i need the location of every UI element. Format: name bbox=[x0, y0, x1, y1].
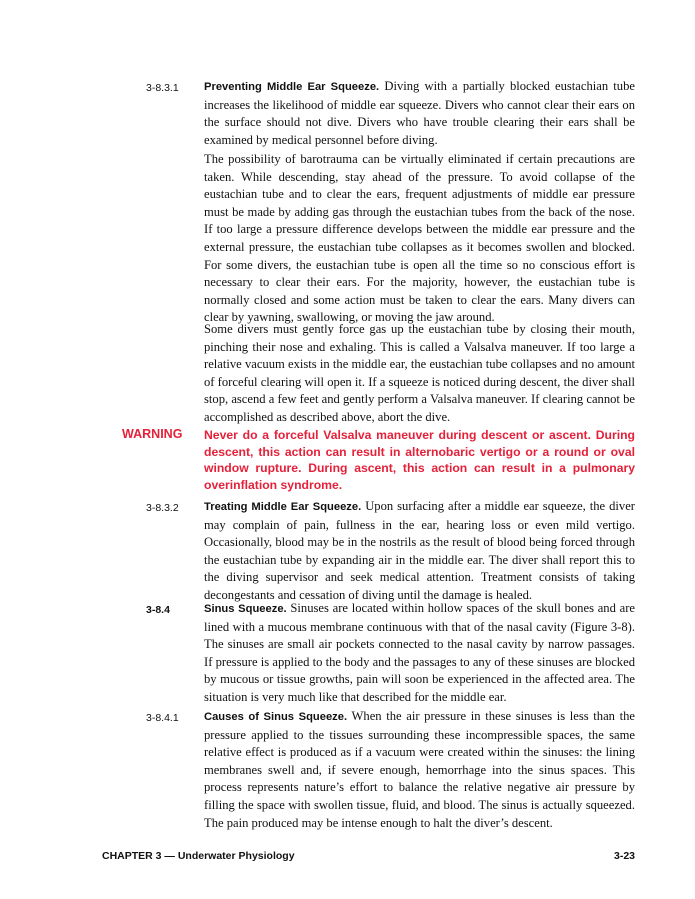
paragraph-text: Upon surfacing after a middle ear squeeze, the diver may complain of pain, fullness in the ear, hearing loss or even mild vertigo. Occasionally, blood may be in the nostrils as the result of blood being forced through the eustachian tube by expanding air in the middle ear. The diver shall report this to the diving supervisor and seek medical attention. Treatment consists of taking decongestants and cessation of diving until the damage is healed. bbox=[204, 499, 635, 602]
paragraph bbox=[204, 78, 635, 149]
section-number: 3-8.4.1 bbox=[146, 712, 179, 724]
warning-text: Never do a forceful Valsalva maneuver during descent or ascent. During descent, this action can result in alternobaric vertigo or a round or oval window rupture. During ascent, this action can result in a pulmonary overinflation syndrome. bbox=[204, 428, 635, 492]
section-body bbox=[204, 708, 635, 832]
section-body bbox=[204, 151, 635, 327]
section-body bbox=[204, 78, 635, 149]
paragraph: The possibility of barotrauma can be virtually eliminated if certain precautions are taken. While descending, stay ahead of the pressure. To avoid collapse of the eustachian tube and to clear the ears, frequent adjustments of middle ear pressure must be made by adding gas through the eustachian tubes from the back of the nose. If too large a pressure difference develops between the middle ear pressure and the external pressure, the eustachian tube collapses as it becomes swollen and blocked. For some divers, the eustachian tube is open all the time so no conscious effort is necessary to clear their ears. For the majority, however, the eustachian tube is normally closed and some action must be taken to clear the ears. Many divers can clear by yawning, swallowing, or moving the jaw around. bbox=[204, 152, 635, 325]
footer-page-number: 3-23 bbox=[613, 850, 635, 862]
paragraph-text: When the air pressure in these sinuses is less than the pressure applied to the tissues surrounding these incompressible spaces, the same relative effect is produced as if a vacuum were created within the sinuses: the lining membranes swell and, if severe enough, hemorrhage into the sinus spaces. This process represents nature’s effort to balance the relative negative air pressure by filling the space with swollen tissue, fluid, and blood. The sinus is actually squeezed. The pain produced may be intense enough to halt the diver’s descent. bbox=[204, 709, 635, 830]
section-heading: Treating Middle Ear Squeeze. bbox=[204, 501, 362, 513]
paragraph bbox=[204, 600, 635, 707]
paragraph bbox=[204, 498, 635, 605]
paragraph-text: Sinuses are located within hollow spaces of the skull bones and are lined with a mucous membrane continuous with that of the nasal cavity (Figure 3-8). The sinuses are small air pockets connected to the nasal cavity by narrow passages. If pressure is applied to the body and the passages to any of these sinuses are blocked by mucous or tissue growths, pain will soon be experienced in the affected area. The situation is very much like that described for the middle ear. bbox=[204, 601, 635, 704]
footer-chapter: CHAPTER 3 — Underwater Physiology bbox=[102, 850, 295, 862]
paragraph bbox=[204, 708, 635, 832]
section-number: 3-8.4 bbox=[146, 604, 170, 616]
section-number: 3-8.3.1 bbox=[146, 82, 179, 94]
section-body bbox=[204, 498, 635, 605]
section-heading: Preventing Middle Ear Squeeze. bbox=[204, 81, 380, 93]
paragraph-text: Diving with a partially blocked eustachian tube increases the likelihood of middle ear squeeze. Divers who cannot clear their ears on the surface should not dive. Divers who have trouble clearing their ears shall be examined by medical personnel before diving. bbox=[204, 79, 635, 147]
section-heading: Causes of Sinus Squeeze. bbox=[204, 711, 348, 723]
warning-label: WARNING bbox=[122, 427, 183, 441]
section-body bbox=[204, 321, 635, 427]
section-heading: Sinus Squeeze. bbox=[204, 603, 287, 615]
paragraph: Some divers must gently force gas up the eustachian tube by closing their mouth, pinching their nose and exhaling. This is called a Valsalva maneuver. If too large a relative vacuum exists in the middle ear, the eustachian tube collapses and no amount of forceful clearing will open it. If a squeeze is noticed during descent, the diver shall stop, ascend a few feet and gently perform a Valsalva maneuver. If clearing cannot be accomplished as described above, abort the dive. bbox=[204, 322, 635, 424]
section-number: 3-8.3.2 bbox=[146, 502, 179, 514]
section-body bbox=[204, 600, 635, 707]
